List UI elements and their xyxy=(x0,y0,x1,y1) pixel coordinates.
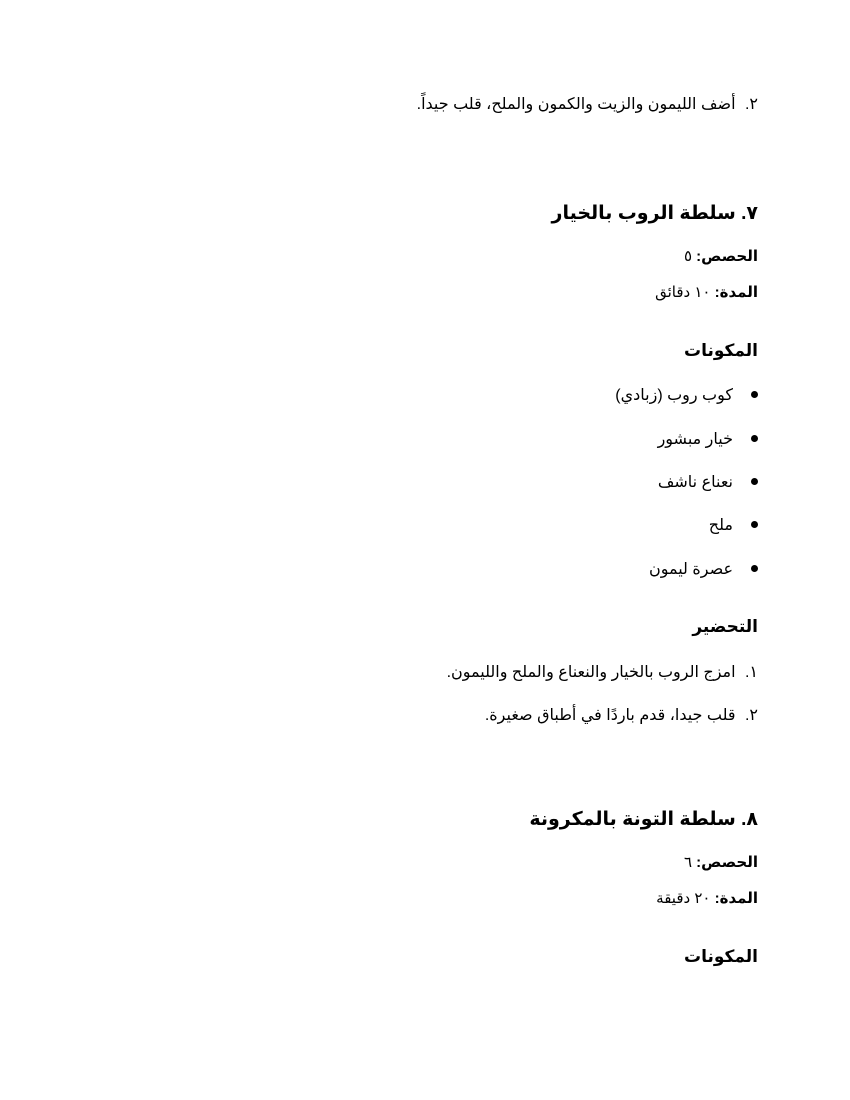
ingredient-text: كوب روب (زبادي) xyxy=(615,387,733,404)
list-item xyxy=(615,385,758,405)
bullet-icon xyxy=(751,391,758,398)
servings-line xyxy=(684,853,758,871)
step-number: ١. xyxy=(744,664,758,681)
servings-label: الحصص: xyxy=(696,854,758,871)
ingredient-text: خيار مبشور xyxy=(657,431,733,448)
bullet-icon xyxy=(751,521,758,528)
list-item xyxy=(658,429,758,449)
duration-label: المدة: xyxy=(714,890,758,907)
list-item xyxy=(649,559,758,579)
step-item xyxy=(447,662,758,682)
list-item xyxy=(658,472,758,492)
step-text: امزج الروب بالخيار والنعناع والملح والليمون. xyxy=(446,664,736,681)
duration-line xyxy=(655,283,758,301)
list-item xyxy=(709,515,758,535)
duration-label: المدة: xyxy=(714,284,758,301)
ingredients-heading: المكونات xyxy=(683,947,758,966)
recipe-title: ٨. سلطة التونة بالمكرونة xyxy=(529,809,758,830)
servings-value: ٥ xyxy=(683,248,692,265)
servings-value: ٦ xyxy=(683,854,692,871)
bullet-icon xyxy=(751,435,758,442)
preparation-heading: التحضير xyxy=(692,617,758,636)
ingredient-text: نعناع ناشف xyxy=(657,474,733,491)
step-text: قلب جيدا، قدم باردًا في أطباق صغيرة. xyxy=(484,707,736,724)
step-item xyxy=(417,94,758,114)
ingredient-text: عصرة ليمون xyxy=(648,561,733,578)
step-item xyxy=(485,705,758,725)
bullet-icon xyxy=(751,565,758,572)
duration-value: ١٠ دقائق xyxy=(655,284,711,301)
step-number: ٢. xyxy=(744,96,758,113)
recipe-title: ٧. سلطة الروب بالخيار xyxy=(551,203,758,224)
duration-value: ٢٠ دقيقة xyxy=(656,890,711,907)
servings-label: الحصص: xyxy=(696,248,758,265)
duration-line xyxy=(656,889,758,907)
ingredient-text: ملح xyxy=(708,517,733,534)
ingredients-heading: المكونات xyxy=(683,341,758,360)
servings-line xyxy=(684,247,758,265)
step-text: أضف الليمون والزيت والكمون والملح، قلب جيداً. xyxy=(416,96,736,113)
step-number: ٢. xyxy=(744,707,758,724)
bullet-icon xyxy=(751,478,758,485)
